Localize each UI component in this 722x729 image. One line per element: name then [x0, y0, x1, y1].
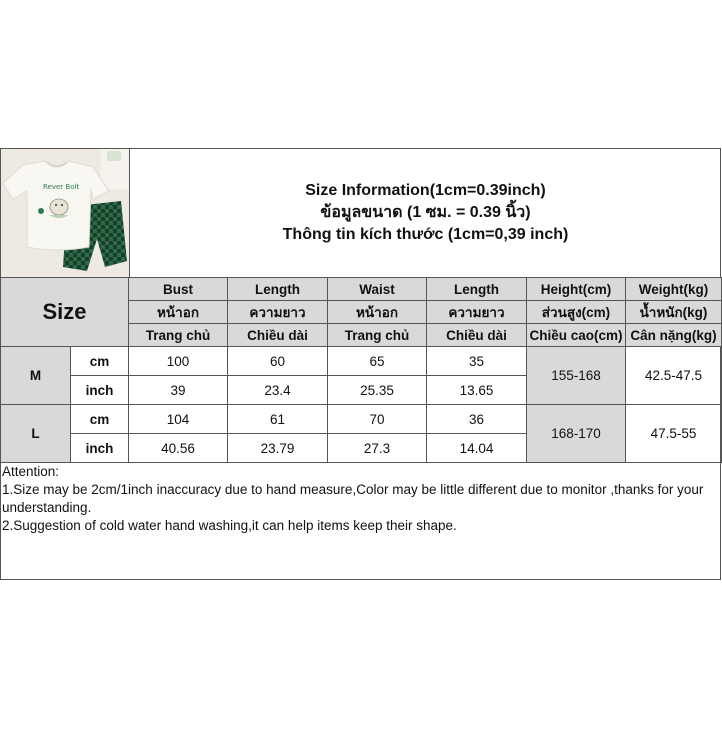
col-length2-vi: Chiều dài [427, 324, 527, 347]
col-length-th: ความยาว [228, 301, 328, 324]
table-cell: 100 [129, 347, 228, 376]
height-range-m: 155-168 [527, 347, 626, 405]
attention-notes [2, 463, 718, 535]
col-waist-th: หน้าอก [328, 301, 427, 324]
product-photo [1, 149, 129, 277]
table-cell: 23.4 [228, 376, 328, 405]
col-weight-en: Weight(kg) [626, 278, 722, 301]
unit-cm: cm [71, 347, 129, 376]
table-cell: 104 [129, 405, 228, 434]
col-length2-th: ความยาว [427, 301, 527, 324]
col-bust-th: หน้าอก [129, 301, 228, 324]
col-height-en: Height(cm) [527, 278, 626, 301]
table-cell: 25.35 [328, 376, 427, 405]
col-length-en: Length [228, 278, 328, 301]
tshirt-print-text: Rever Bolt [43, 183, 80, 191]
col-length-vi: Chiều dài [228, 324, 328, 347]
height-range-l: 168-170 [527, 405, 626, 463]
table-cell: 36 [427, 405, 527, 434]
table-cell: 70 [328, 405, 427, 434]
header-thai: ข้อมูลขนาด (1 ซม. = 0.39 นิ้ว) [320, 204, 531, 221]
col-weight-th: น้ำหนัก(kg) [626, 301, 722, 324]
size-l-label: L [1, 405, 71, 463]
col-weight-vi: Cân nặng(kg) [626, 324, 722, 347]
col-bust-en: Bust [129, 278, 228, 301]
size-information-header [129, 149, 721, 277]
table-cell: 60 [228, 347, 328, 376]
attention-title: Attention: [2, 464, 60, 479]
header-vietnamese: Thông tin kích thước (1cm=0,39 inch) [282, 226, 569, 243]
unit-inch: inch [71, 434, 129, 463]
table-cell: 65 [328, 347, 427, 376]
tshirt-shorts-illustration [1, 149, 129, 277]
col-waist-en: Waist [328, 278, 427, 301]
col-bust-vi: Trang chủ [129, 324, 228, 347]
table-cell: 35 [427, 347, 527, 376]
attention-note-1: 1.Size may be 2cm/1inch inaccuracy due to hand measure,Color may be little different due to monitor ,thanks for your understanding. [2, 482, 704, 515]
size-header: Size [1, 278, 129, 347]
size-m-label: M [1, 347, 71, 405]
unit-inch: inch [71, 376, 129, 405]
col-waist-vi: Trang chủ [328, 324, 427, 347]
weight-range-l: 47.5-55 [626, 405, 722, 463]
size-table [0, 277, 722, 463]
col-length2-en: Length [427, 278, 527, 301]
weight-range-m: 42.5-47.5 [626, 347, 722, 405]
table-cell: 39 [129, 376, 228, 405]
table-cell: 61 [228, 405, 328, 434]
table-cell: 14.04 [427, 434, 527, 463]
table-cell: 27.3 [328, 434, 427, 463]
table-cell: 40.56 [129, 434, 228, 463]
table-cell: 13.65 [427, 376, 527, 405]
attention-note-2: 2.Suggestion of cold water hand washing,it can help items keep their shape. [2, 518, 457, 533]
header-english: Size Information(1cm=0.39inch) [305, 182, 546, 199]
col-height-th: ส่วนสูง(cm) [527, 301, 626, 324]
table-cell: 23.79 [228, 434, 328, 463]
unit-cm: cm [71, 405, 129, 434]
col-height-vi: Chiều cao(cm) [527, 324, 626, 347]
